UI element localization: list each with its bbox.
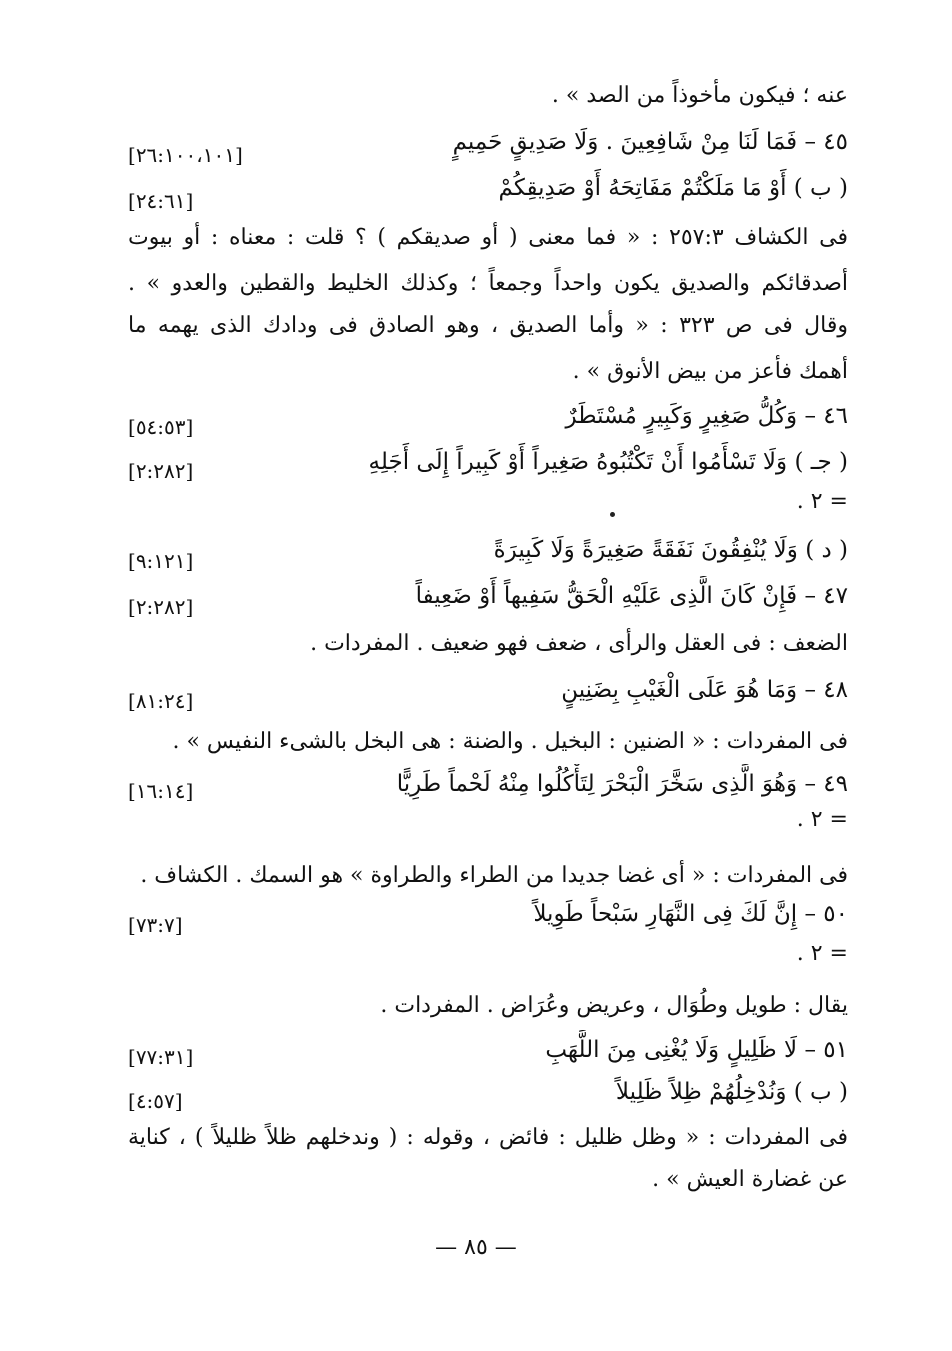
verse-reference: [٩:١٢١]: [128, 549, 194, 573]
verse-line: ٤٥ – فَمَا لَنَا مِنْ شَافِعِينَ . وَلَا صَدِيقٍ حَمِيمٍ: [452, 129, 848, 155]
verse-reference: [٤:٥٧]: [128, 1089, 183, 1113]
verse-line: ٥٠ – إِنَّ لَكَ فِى النَّهَارِ سَبْحاً طَوِيلاً: [533, 901, 848, 927]
verse-line: ( ب ) وَنُدْخِلُهُمْ ظِلاً ظَلِيلاً: [615, 1079, 848, 1105]
verse-reference: [٢:٢٨٢]: [128, 595, 194, 619]
text-line: الضعف : فى العقل والرأى ، ضعف فهو ضعيف . المفردات .: [310, 631, 848, 656]
verse-line: ( ب ) أَوْ مَا مَلَكْتُمْ مَفَاتِحَهُ أَوْ صَدِيقِكُمْ: [498, 175, 848, 201]
text-line: = ٢ .: [796, 941, 848, 966]
text-line: أهمك فأعز من بيض الأنوق » .: [572, 359, 848, 384]
text-line: عنه ؛ فيكون مأخوذاً من الصد » .: [551, 83, 848, 108]
verse-line: ( جـ ) وَلَا تَسْأَمُوا أَنْ تَكْتُبُوهُ صَغِيراً أَوْ كَبِيراً إِلَى أَجَلِهِ: [368, 449, 848, 475]
text-line: = ٢ .: [796, 489, 848, 514]
verse-line: ٥١ – لَا ظَلِيلٍ وَلَا يُغْنِى مِنَ اللَّهَبِ: [545, 1037, 848, 1063]
text-line: = ٢ .: [796, 807, 848, 832]
text-line: أصدقائكم والصديق يكون واحداً وجمعاً ؛ وكذلك الخليط والقطين والعدو » .: [128, 271, 848, 296]
text-line: فى المفردات : « وظل ظليل : فائض ، وقوله : ( وندخلهم ظلاً ظليلاً ) ، كناية: [128, 1125, 848, 1150]
verse-reference: [١٦:١٤]: [128, 779, 194, 803]
verse-reference: [٧٧:٣١]: [128, 1045, 194, 1069]
verse-reference: [٥٤:٥٣]: [128, 415, 194, 439]
text-line: فى الكشاف ٢٥٧:٣ : « فما معنى ( أو صديقكم ) ؟ قلت : معناه : أو بيوت: [128, 225, 848, 250]
text-line: فى المفردات : « الضنين : البخيل . والضنة : هى البخل بالشىء النفيس » .: [172, 729, 848, 754]
verse-reference: [٨١:٢٤]: [128, 689, 194, 713]
verse-reference: [٢٦:١٠٠،١٠١]: [128, 143, 243, 167]
verse-reference: [٧٣:٧]: [128, 913, 183, 937]
print-speck: [610, 512, 615, 517]
verse-line: ٤٦ – وَكُلُّ صَغِيرٍ وَكَبِيرٍ مُسْتَطَرٌ: [565, 403, 848, 429]
verse-line: ٤٨ – وَمَا هُوَ عَلَى الْغَيْبِ بِضَنِينٍ: [561, 677, 848, 703]
verse-line: ( د ) وَلَا يُنْفِقُونَ نَفَقَةً صَغِيرَةً وَلَا كَبِيرَةً: [493, 537, 848, 563]
text-line: عن غضارة العيش » .: [652, 1167, 848, 1192]
verse-reference: [٢٤:٦١]: [128, 189, 194, 213]
verse-line: ٤٩ – وَهُوَ الَّذِى سَخَّرَ الْبَحْرَ لِتَأْكُلُوا مِنْهُ لَحْماً طَرِيًّا: [396, 771, 848, 797]
verse-reference: [٢:٢٨٢]: [128, 459, 194, 483]
text-line: وقال فى ص ٣٢٣ : « وأما الصديق ، وهو الصادق فى ودادك الذى يهمه ما: [128, 313, 848, 338]
text-line: يقال : طويل وطُوَال ، وعريض وعُرَاض . المفردات .: [380, 993, 848, 1018]
page-number: — ٨٥ —: [435, 1235, 517, 1260]
verse-line: ٤٧ – فَإِنْ كَانَ الَّذِى عَلَيْهِ الْحَقُّ سَفِيهاً أَوْ ضَعِيفاً: [415, 583, 848, 609]
text-line: فى المفردات : « أى غضا جديدا من الطراء والطراوة » هو السمك . الكشاف .: [140, 863, 848, 888]
